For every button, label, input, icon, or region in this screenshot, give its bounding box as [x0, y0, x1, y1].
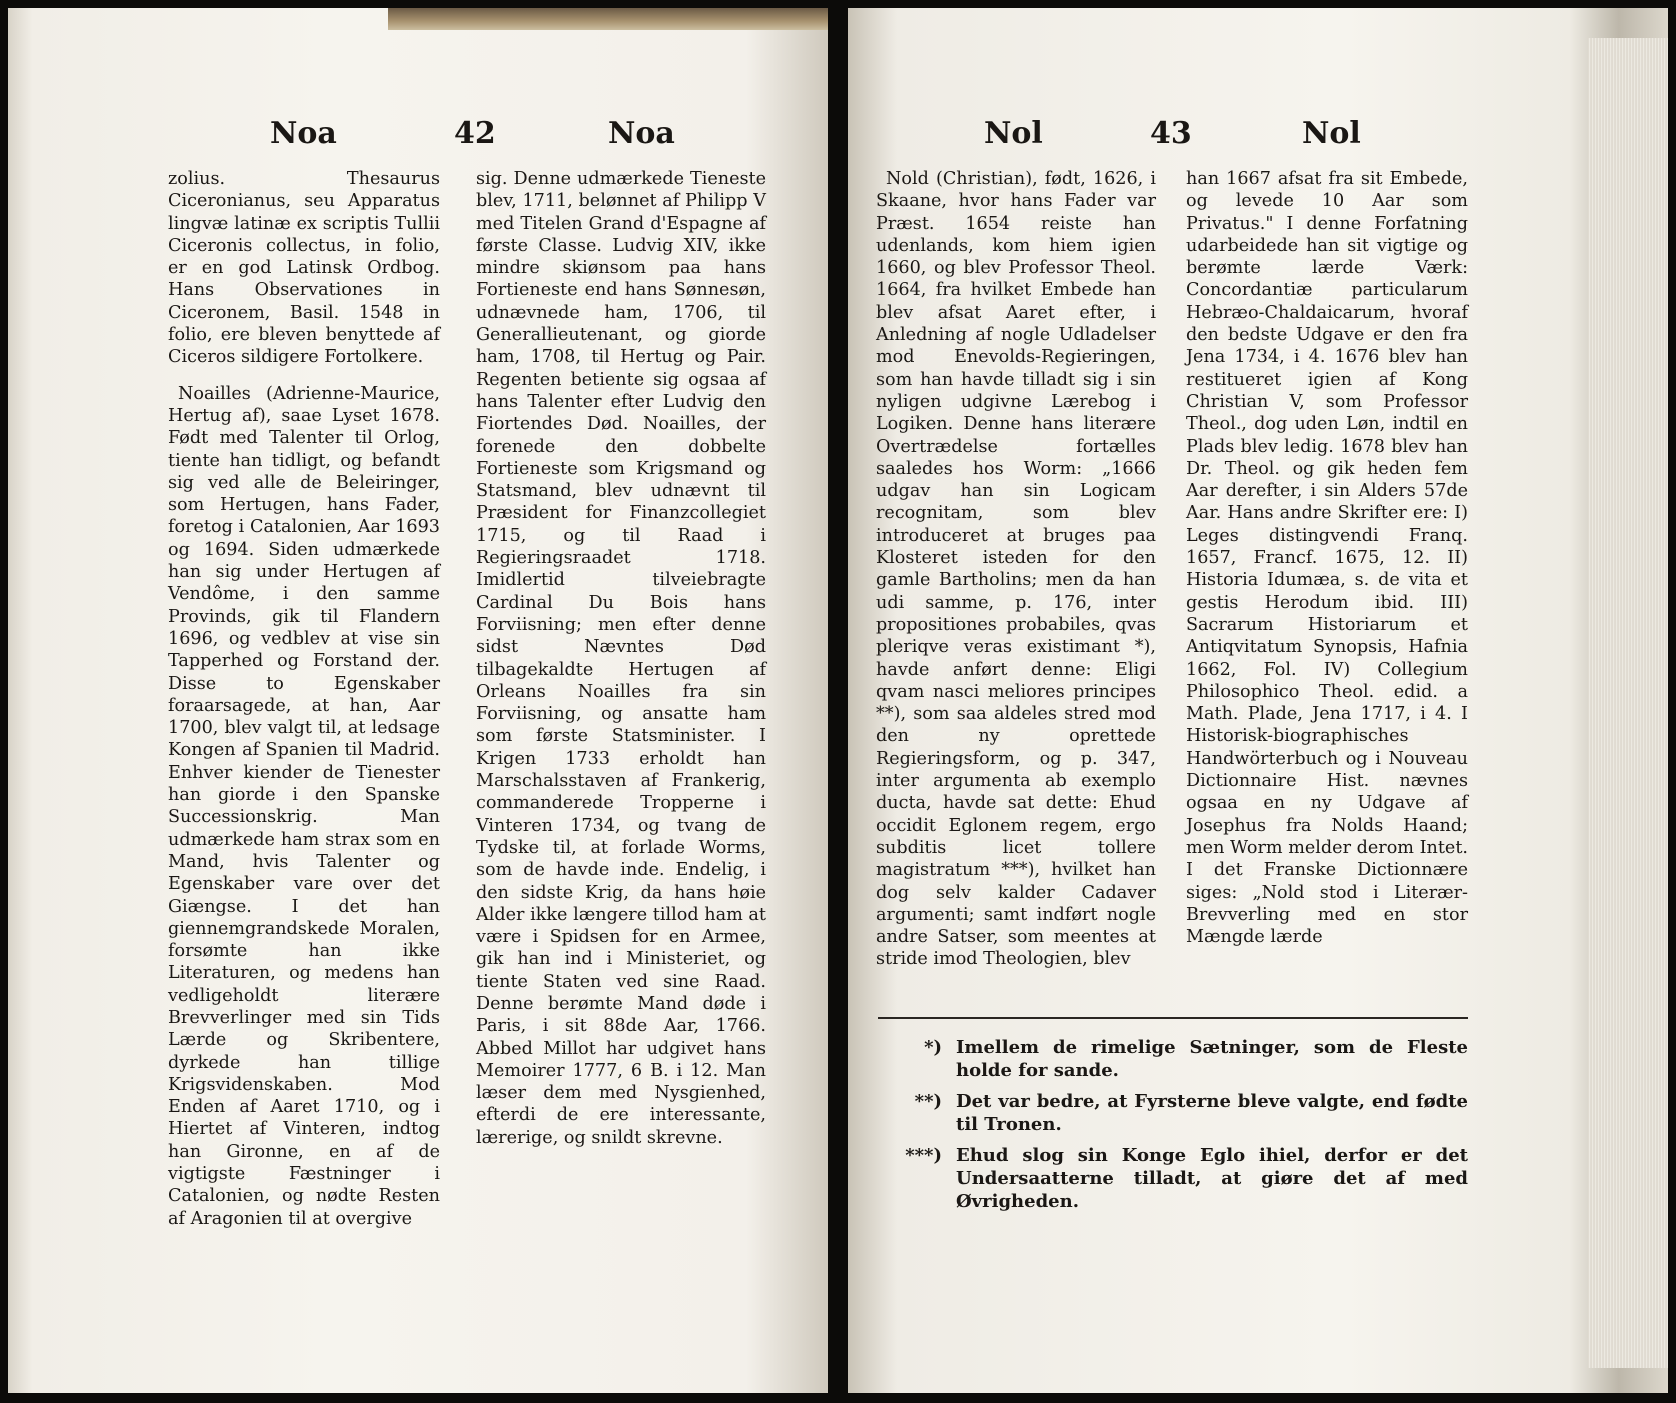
running-head-right [848, 116, 1668, 156]
footnote-text: Det var bedre, at Fyrsterne bleve valgte, end fødte til Tronen. [956, 1091, 1468, 1135]
paragraph: Nold (Christian), født, 1626, i Skaane, hvor hans Fader var Præst. 1654 reiste han udenlands, kom hiem igien 1660, og blev Professor Theol. 1664, fra hvilket Embede han blev afsat Aaret efter, i Anledning af nogle Udladelser mod Enevolds-Regieringen, som han havde tilladt sig i sin nyligen udgivne Lærebog i Logiken. Denne hans literære Overtrædelse fortælles saaledes hos Worm: „1666 udgav han sin Logicam recognitam, som blev introduceret at bruges paa Klosteret isteden for den gamle Bartholins; men da han udi samme, p. 176, inter propositiones probabiles, qvas pleriqve veras existimant *), havde anført denne: Eligi qvam nasci meliores principes **), som saa aldeles stred mod den ny oprettede Regieringsform, og p. 347, inter argumenta ab exemplo ducta, havde sat dette: Ehud occidit Eglonem regem, ergo subditis licet tollere magistratum ***), hvilket han dog selv kalder Cadaver argumenti; samt indført nogle andre Satser, som meentes at stride imod Theologien, blev [876, 169, 1156, 970]
page-number: 42 [454, 116, 496, 151]
footnote [878, 1036, 1468, 1082]
footnote-mark: *) [924, 1037, 942, 1058]
paragraph: sig. Denne udmærkede Tieneste blev, 1711, belønnet af Philipp V med Titelen Grand d'Espagne af første Classe. Ludvig XIV, ikke mindre skiønsom paa hans Fortieneste end hans Sønnesøn, udnævnede ham, 1706, til Generallieutenant, og giorde ham, 1708, til Hertug og Pair. Regenten betiente sig ogsaa af hans Talenter efter Ludvig den Fiortendes Død. Noailles, der forenede den dobbelte Fortieneste som Krigsmand og Statsmand, blev udnævnt til Præsident for Finanzcollegiet 1715, og til Raad i Regieringsraadet 1718. Imidlertid tilveiebragte Cardinal Du Bois hans Forviisning; men efter denne sidst Nævntes Død tilbagekaldte Hertugen af Orleans Noailles fra sin Forviisning, og ansatte ham som første Statsminister. I Krigen 1733 erholdt han Marschalsstaven af Frankerig, commanderede Tropperne i Vinteren 1734, og tvang de Tydske til, at forlade Worms, som de havde inde. Endelig, i den sidste Krig, da hans høie Alder ikke længere tillod ham at være i Spidsen for en Armee, gik han ind i Ministeriet, og tiente Staten ved sine Raad. Denne berømte Mand døde i Paris, i sit 88de Aar, 1766. Abbed Millot har udgivet hans Memoirer 1777, 6 B. i 12. Man læser dem med Nysgienhed, efterdi de ere interessante, lærerige, og snildt skrevne. [476, 169, 766, 1148]
footnote-text: Imellem de rimelige Sætninger, som de Fleste holde for sande. [956, 1037, 1468, 1081]
paragraph: Noailles (Adrienne-Maurice, Hertug af), saae Lyset 1678. Født med Talenter til Orlog, tiente han tidligt, og befandt sig ved alle de Beleiringer, som Hertugen, hans Fader, foretog i Catalonien, Aar 1693 og 1694. Siden udmærkede han sig under Hertugen af Vendôme, i den samme Provinds, gik til Flandern 1696, og vedblev at vise sin Tapperhed og Forstand der. Disse to Egenskaber foraarsagede, at han, Aar 1700, blev valgt til, at ledsage Kongen af Spanien til Madrid. Enhver kiender de Tienester han giorde i den Spanske Successionskrig. Man udmærkede ham strax som en Mand, hvis Talenter og Egenskaber vare over det Giængse. I det han giennemgrandskede Moralen, forsømte han ikke Literaturen, og medens han vedligeholdt literære Brevverlinger med sin Tids Lærde og Skribentere, dyrkede han tillige Krigsvidenskaben. Mod Enden af Aaret 1710, og i Hiertet af Vinteren, indtog han Gironne, en af de vigtigste Fæstninger i Catalonien, og nødte Resten af Aragonien til at overgive [168, 383, 440, 1229]
right-page-column-1 [876, 168, 1156, 971]
page-number: 43 [1150, 116, 1192, 151]
paragraph: han 1667 afsat fra sit Embede, og levede 10 Aar som Privatus." I denne Forfatning udarbeidede han sit vigtige og berømte lærde Værk: Concordantiæ particularum Hebræo-Chaldaicarum, hvoraf den bedste Udgave er den fra Jena 1734, i 4. 1676 blev han restitueret igien af Kong Christian V, som Professor Theol., dog uden Løn, indtil en Plads blev ledig. 1678 blev han Dr. Theol. og gik heden fem Aar derefter, i sin Alders 57de Aar. Hans andre Skrifter ere: I) Leges distingvendi Franq. 1657, Francf. 1675, 12. II) Historia Idumæa, s. de vita et gestis Herodum ibid. III) Sacrarum Historiarum et Antiqvitatum Synopsis, Hafnia 1662, Fol. IV) Collegium Philosophico Theol. edid. a Math. Plade, Jena 1717, i 4. I Historisk-biographisches Handwörterbuch og i Nouveau Dictionnaire Hist. nævnes ogsaa en ny Udgave af Josephus fra Nolds Haand; men Worm melder derom Intet. I det Franske Dictionnære siges: „Nold stod i Literær-Brevverling med en stor Mængde lærde [1186, 169, 1468, 948]
head-catchword-left: Nol [984, 116, 1043, 151]
footnotes [878, 1036, 1468, 1221]
footnote-rule [878, 1017, 1468, 1019]
right-page [848, 8, 1668, 1393]
paragraph: zolius. Thesaurus Ciceronianus, seu Apparatus lingvæ latinæ ex scriptis Tullii Ciceronis collectus, in folio, er en god Latinsk Ordbog. Hans Observationes in Ciceronem, Basil. 1548 in folio, ere bleven benyttede af Ciceros sildigere Fortolkere. [168, 169, 440, 368]
head-catchword-right: Nol [1302, 116, 1361, 151]
right-page-column-2 [1186, 168, 1468, 948]
footnote [878, 1090, 1468, 1136]
left-page-column-2 [476, 168, 766, 1149]
footnote-mark: ***) [905, 1145, 942, 1166]
head-catchword-left: Noa [270, 116, 337, 151]
left-page-column-1 [168, 168, 440, 1230]
left-page [8, 8, 828, 1393]
head-catchword-right: Noa [608, 116, 675, 151]
footnote-text: Ehud slog sin Konge Eglo ihiel, derfor er det Undersaatterne tilladt, at giøre det af med Øvrigheden. [956, 1145, 1468, 1212]
running-head-left [8, 116, 828, 156]
footnote-mark: **) [914, 1091, 942, 1112]
footnote [878, 1144, 1468, 1213]
